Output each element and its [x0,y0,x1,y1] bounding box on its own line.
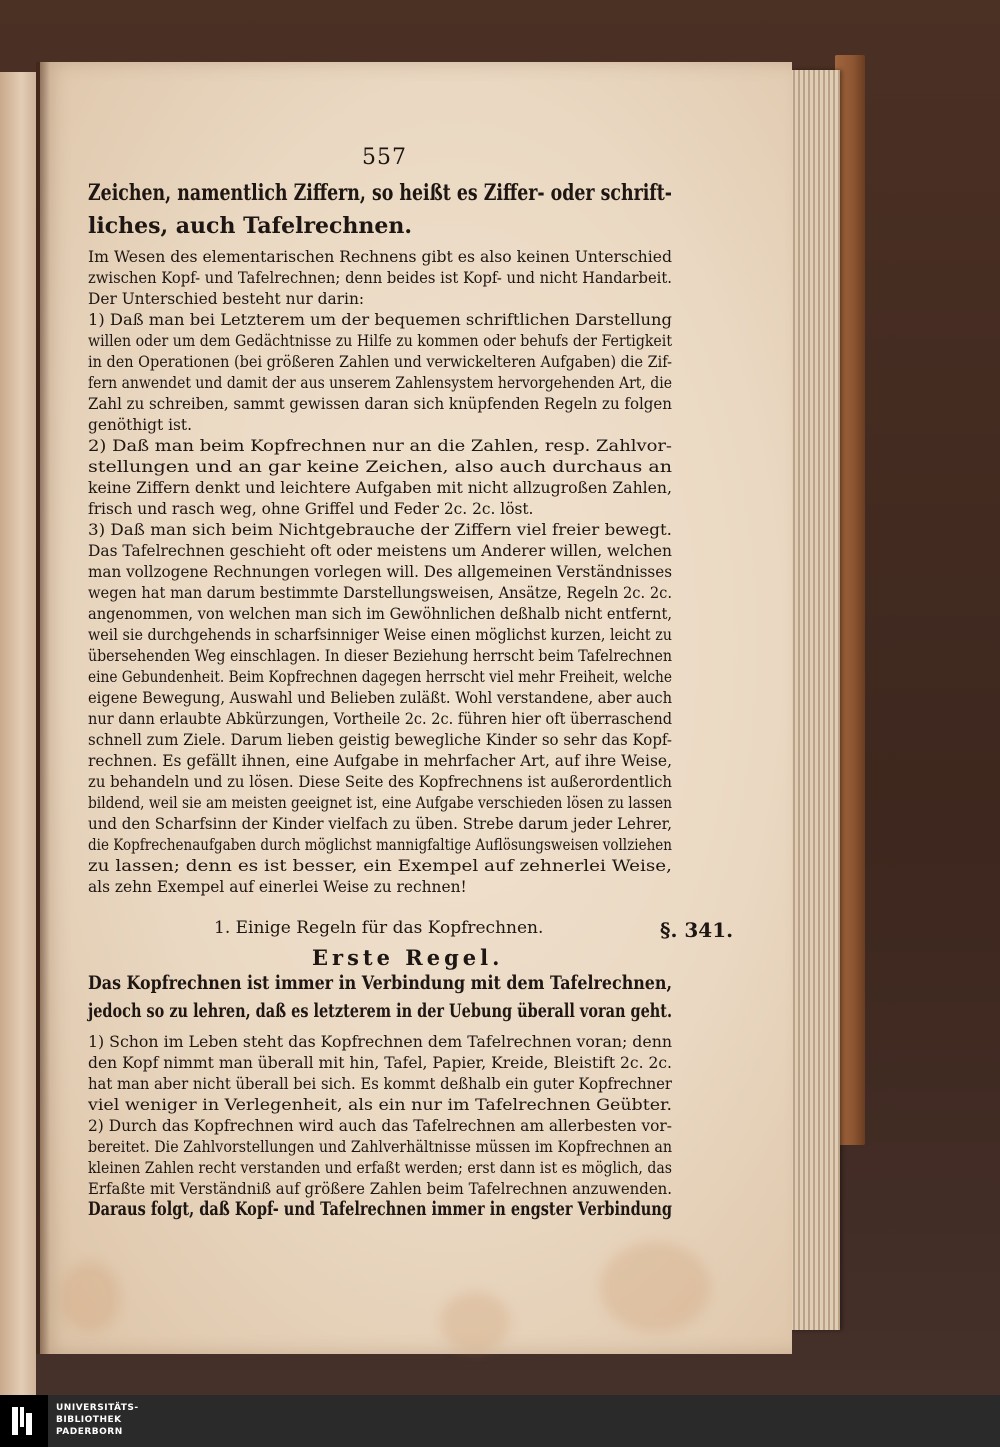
text-line: genöthigt ist. [88,416,192,434]
text-line: Daraus folgt, daß Kopf- und Tafelrechnen immer in engster Verbindung [88,1198,672,1220]
text-line: und den Scharfsinn der Kinder vielfach zu üben. Strebe darum jeder Lehrer, [88,815,672,833]
text-line: viel weniger in Verlegenheit, als ein nur im Tafelrechnen Geübter. [88,1096,672,1114]
page-number: 557 [362,145,407,170]
text-line: frisch und rasch weg, ohne Griffel und Feder 2c. 2c. löst. [88,500,534,518]
footer-line-2: BIBLIOTHEK [56,1415,122,1425]
text-line: hat man aber nicht überall bei sich. Es kommt deßhalb ein guter Kopfrechner [88,1075,672,1093]
text-line: Erfaßte mit Verständniß auf größere Zahlen beim Tafelrechnen anzuwenden. [88,1180,672,1198]
text-line: stellungen und an gar keine Zeichen, also auch durchaus an [88,458,672,476]
gutter-shadow [36,62,50,1354]
text-line: 2) Daß man beim Kopfrechnen nur an die Zahlen, resp. Zahlvor- [88,437,672,455]
footer-line-1: UNIVERSITÄTS- [56,1403,139,1413]
stain [60,1262,120,1332]
text-line: Zeichen, namentlich Ziffern, so heißt es Ziffer- oder schrift- [88,180,672,206]
footer-line-3: PADERBORN [56,1427,123,1437]
text-line: bildend, weil sie am meisten geeignet ist, eine Aufgabe verschieden lösen zu lassen [88,794,672,812]
text-line: Das Kopfrechnen ist immer in Verbindung mit dem Tafelrechnen, [88,972,672,994]
library-logo [0,1395,48,1447]
text-line: keine Ziffern denkt und leichtere Aufgaben mit nicht allzugroßen Zahlen, [88,479,672,497]
text-line: Zahl zu schreiben, sammt gewissen daran sich knüpfenden Regeln zu folgen [88,395,672,413]
text-line: 3) Daß man sich beim Nichtgebrauche der Ziffern viel freier bewegt. [88,521,672,539]
text-line: Das Tafelrechnen geschieht oft oder meistens um Anderer willen, welchen [88,542,672,560]
text-line: zu lassen; denn es ist besser, ein Exempel auf zehnerlei Weise, [88,857,672,875]
text-line: Der Unterschied besteht nur darin: [88,290,365,308]
text-line: die Kopfrechenaufgaben durch möglichst mannigfaltige Auflösungsweisen vollziehen [88,836,672,854]
text-line: schnell zum Ziele. Darum lieben geistig bewegliche Kinder so sehr das Kopf- [88,731,672,749]
text-line: Im Wesen des elementarischen Rechnens gibt es also keinen Unterschied [88,248,672,266]
library-logo-icon [12,1407,32,1435]
text-line: man vollzogene Rechnungen vorlegen will. Des allgemeinen Verständnisses [88,563,672,581]
text-line: 1) Daß man bei Letzterem um der bequemen schriftlichen Darstellung [88,311,672,329]
text-line: übersehenden Weg einschlagen. In dieser Beziehung herrscht beim Tafelrechnen [88,647,672,665]
left-page-edge [0,72,36,1402]
text-line: bereitet. Die Zahlvorstellungen und Zahlverhältnisse müssen im Kopfrechnen an [88,1138,672,1156]
text-line: fern anwendet und damit der aus unserem Zahlensystem hervorgehenden Art, die [88,374,672,392]
stain [440,1292,510,1352]
text-line: liches, auch Tafelrechnen. [88,213,413,239]
text-line: angenommen, von welchen man sich im Gewöhnlichen deßhalb nicht entfernt, [88,605,672,623]
text-line: wegen hat man darum bestimmte Darstellungsweisen, Ansätze, Regeln 2c. 2c. [88,584,672,602]
text-line: willen oder um dem Gedächtnisse zu Hilfe zu kommen oder behufs der Fertigkeit [88,332,672,350]
text-line: eine Gebundenheit. Beim Kopfrechnen dagegen herrscht viel mehr Freiheit, welche [88,668,672,686]
text-line: jedoch so zu lehren, daß es letzterem in der Uebung überall voran geht. [88,1000,672,1022]
text-line: in den Operationen (bei größeren Zahlen und verwickelteren Aufgaben) die Zif- [88,353,672,371]
text-line: zu behandeln und zu lösen. Diese Seite des Kopfrechnens ist außerordentlich [88,773,672,791]
section-number: §. 341. [660,918,734,942]
text-line: zwischen Kopf- und Tafelrechnen; denn beides ist Kopf- und nicht Handarbeit. [88,269,672,287]
section-heading: 1. Einige Regeln für das Kopfrechnen. [214,918,544,938]
text-line: weil sie durchgehends in scharfsinniger Weise einen möglichst kurzen, leicht zu [88,626,672,644]
page-edges [790,70,840,1330]
text-line: eigene Bewegung, Auswahl und Belieben zuläßt. Wohl verstandene, aber auch [88,689,672,707]
text-line: rechnen. Es gefällt ihnen, eine Aufgabe in mehrfacher Art, auf ihre Weise, [88,752,672,770]
library-footer [0,1395,1000,1447]
stain [600,1242,710,1332]
text-line: den Kopf nimmt man überall mit hin, Tafel, Papier, Kreide, Bleistift 2c. 2c. [88,1054,672,1072]
text-line: 2) Durch das Kopfrechnen wird auch das Tafelrechnen am allerbesten vor- [88,1117,672,1135]
text-line: kleinen Zahlen recht verstanden und erfaßt werden; erst dann ist es möglich, das [88,1159,672,1177]
text-line: 1) Schon im Leben steht das Kopfrechnen dem Tafelrechnen voran; denn [88,1033,672,1051]
rule-heading: Erste Regel. [312,945,504,970]
text-line: als zehn Exempel auf einerlei Weise zu rechnen! [88,878,467,896]
text-line: nur dann erlaubte Abkürzungen, Vortheile 2c. 2c. führen hier oft überraschend [88,710,672,728]
